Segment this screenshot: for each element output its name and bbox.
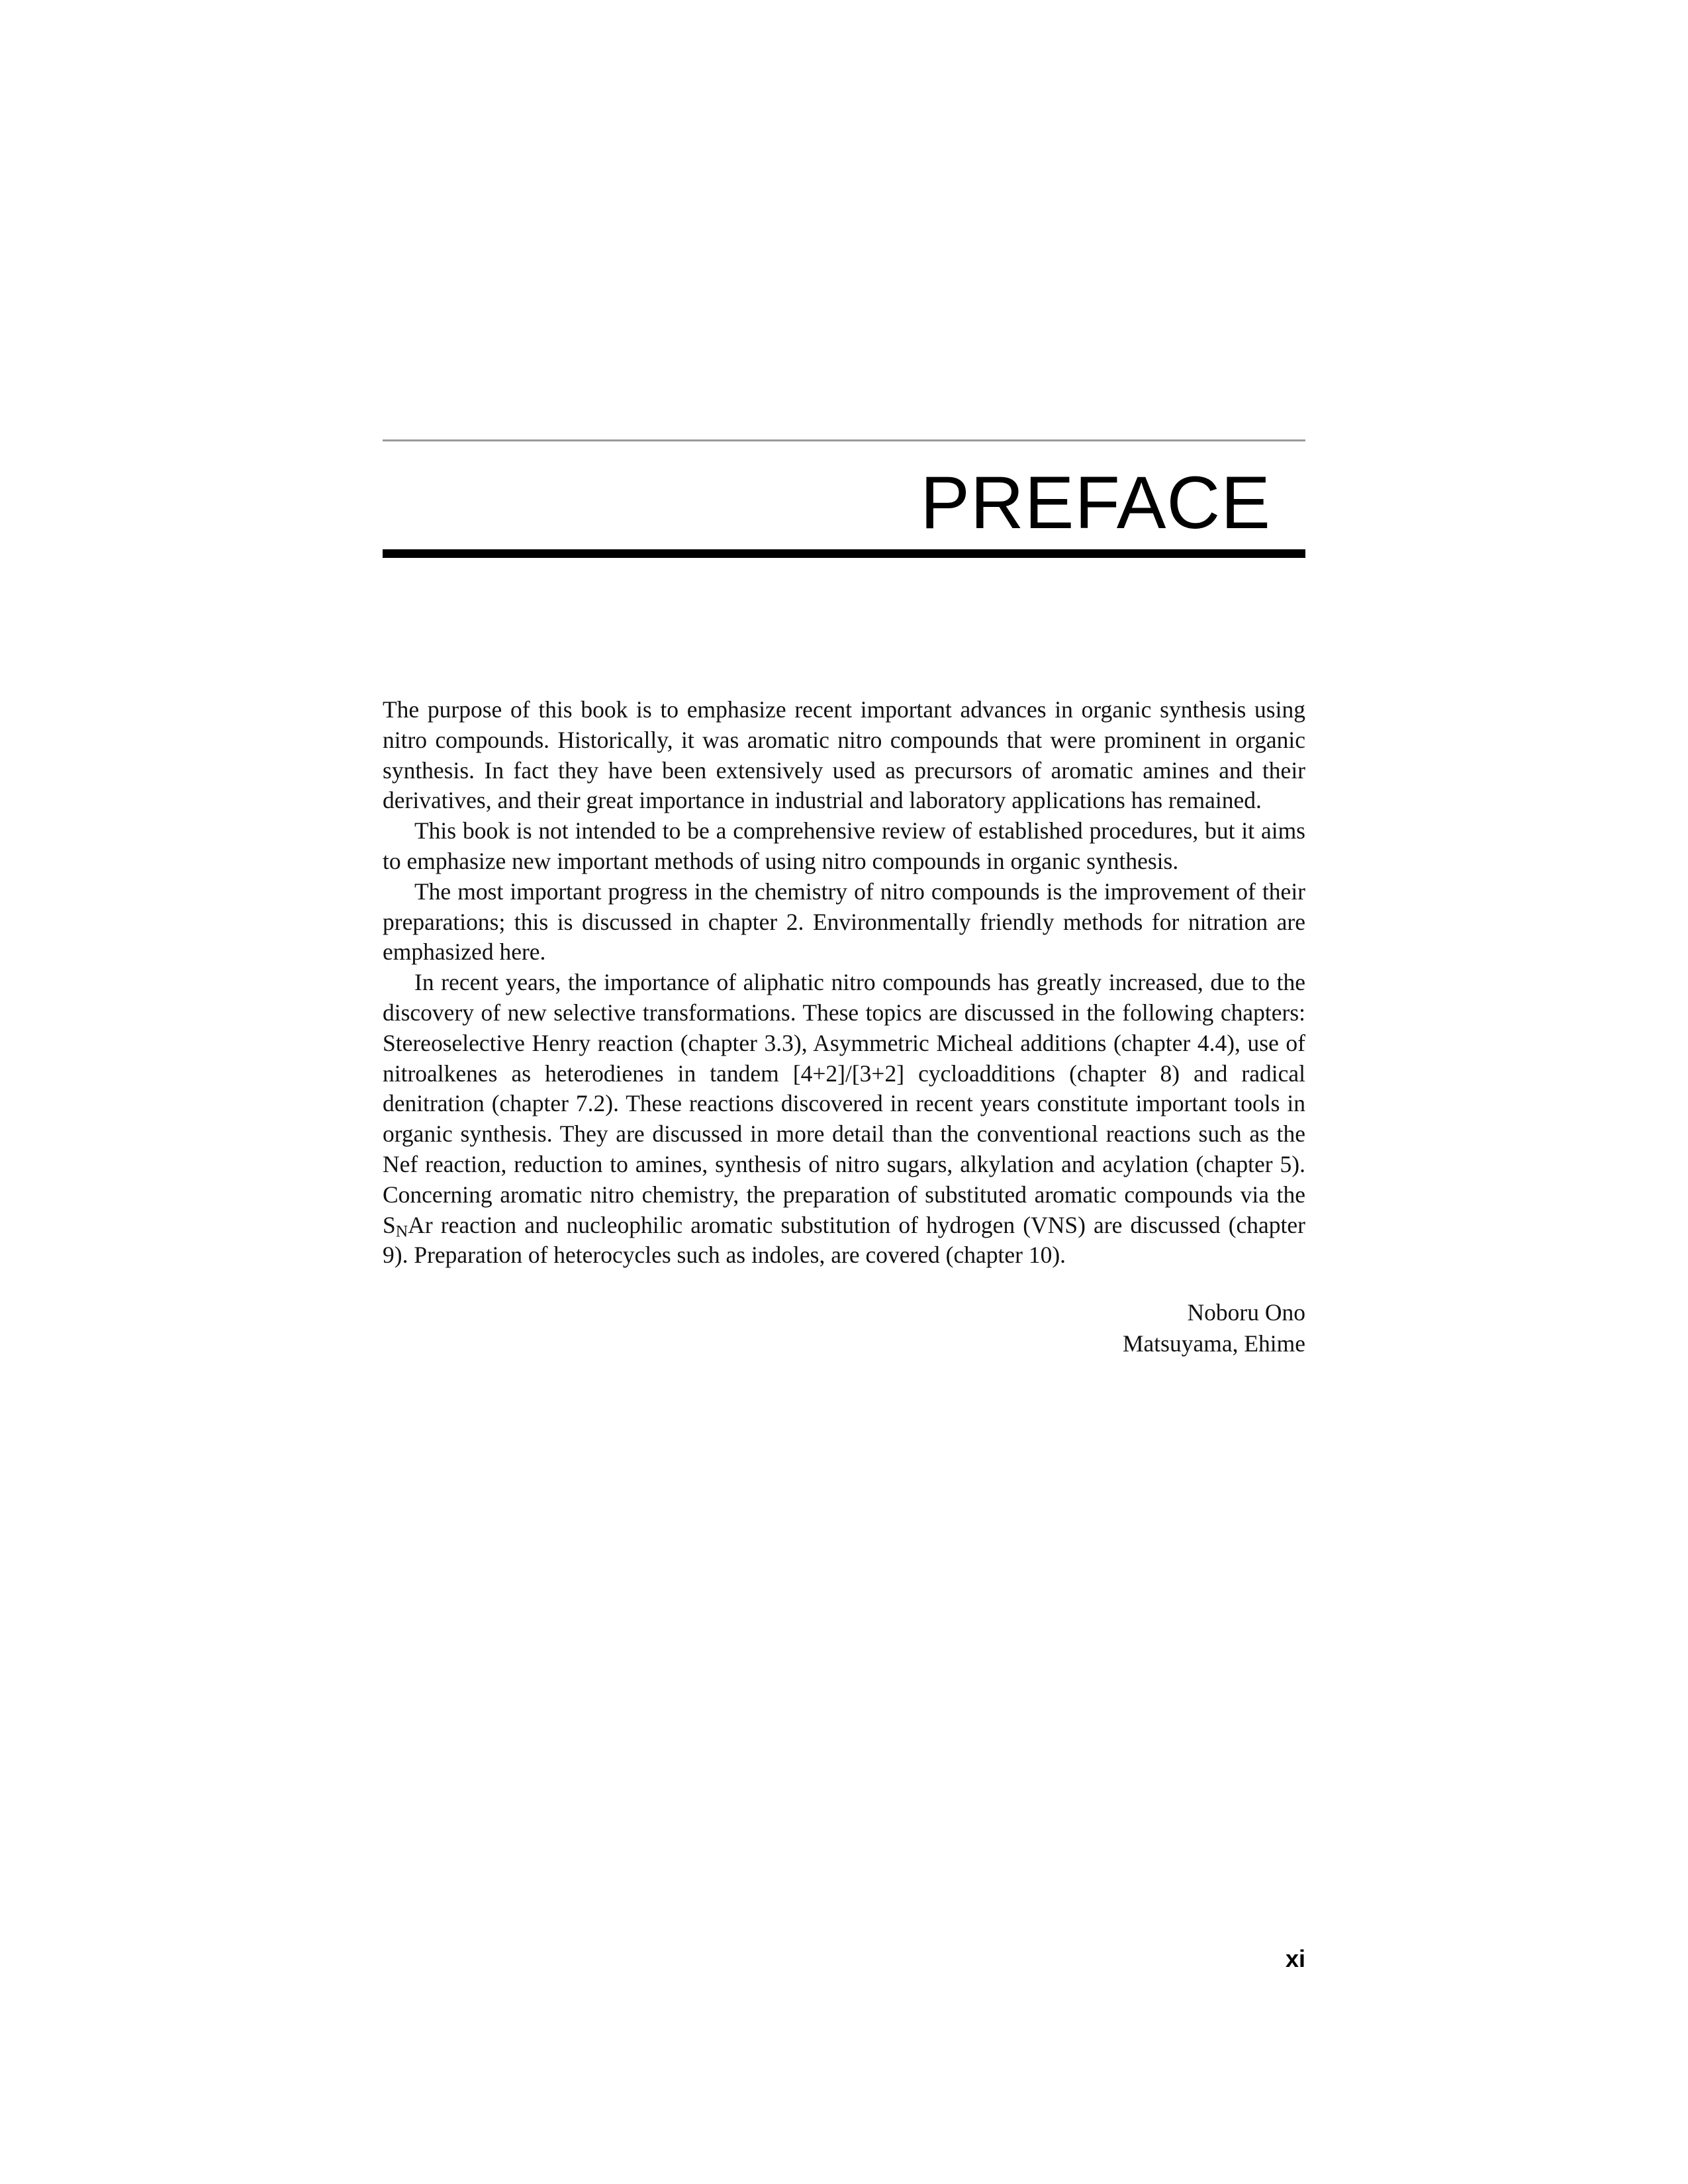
paragraph-4-start: In recent years, the importance of aliphatic nitro compounds has greatly increased, due to the discovery of new selective transformations. These topics are discussed in the following chapters: Stereoselective Henry reaction (chapter 3.3), Asymmetric Micheal additions (chapter 4.4), use of nitroalkenes as heterodienes in tandem [4+2]/[3+2] cycloadditions (chapter 8) and radical denitration (chapter 7.2). These reactions discovered in recent years constitute important tools in organic synthesis. They are discussed in more detail than the conventional reactions such as the Nef reaction, reduction to amines, synthesis of nitro sugars, alkylation and acylation (chapter 5). Concerning aromatic nitro chemistry, the preparation of substituted aromatic compounds via the [383, 969, 1305, 1208]
paragraph-1: The purpose of this book is to emphasize recent important advances in organic synthesis using nitro compounds. Historically, it was aromatic nitro compounds that were prominent in organic synthesis. In fact they have been extensively used as precursors of aromatic amines and their derivatives, and their great importance in industrial and laboratory applications has remained. [383, 696, 1305, 814]
paragraph-2: This book is not intended to be a comprehensive review of established procedures, but it aims to emphasize new important methods of using nitro compounds in organic synthesis. [383, 817, 1305, 874]
header-thick-rule [383, 549, 1305, 558]
author-location: Matsuyama, Ehime [1122, 1330, 1305, 1357]
paragraph-4 [383, 968, 1305, 1271]
page-number: xi [1285, 1945, 1305, 1972]
header-thin-rule [383, 439, 1305, 441]
signature-block [927, 1297, 1305, 1359]
page-title: PREFACE [920, 461, 1271, 544]
preface-body [383, 695, 1305, 1271]
paragraph-3: The most important progress in the chemistry of nitro compounds is the improvement of their preparations; this is discussed in chapter 2. Environmentally friendly methods for nitration are emphasized here. [383, 878, 1305, 966]
snar-s: S [383, 1211, 396, 1238]
paragraph-4-end: Ar reaction and nucleophilic aromatic substitution of hydrogen (VNS) are discussed (chapter 9). Preparation of heterocycles such as indoles, are covered (chapter 10). [383, 1211, 1305, 1269]
author-name: Noboru Ono [1187, 1299, 1305, 1326]
snar-subscript: N [395, 1221, 408, 1241]
